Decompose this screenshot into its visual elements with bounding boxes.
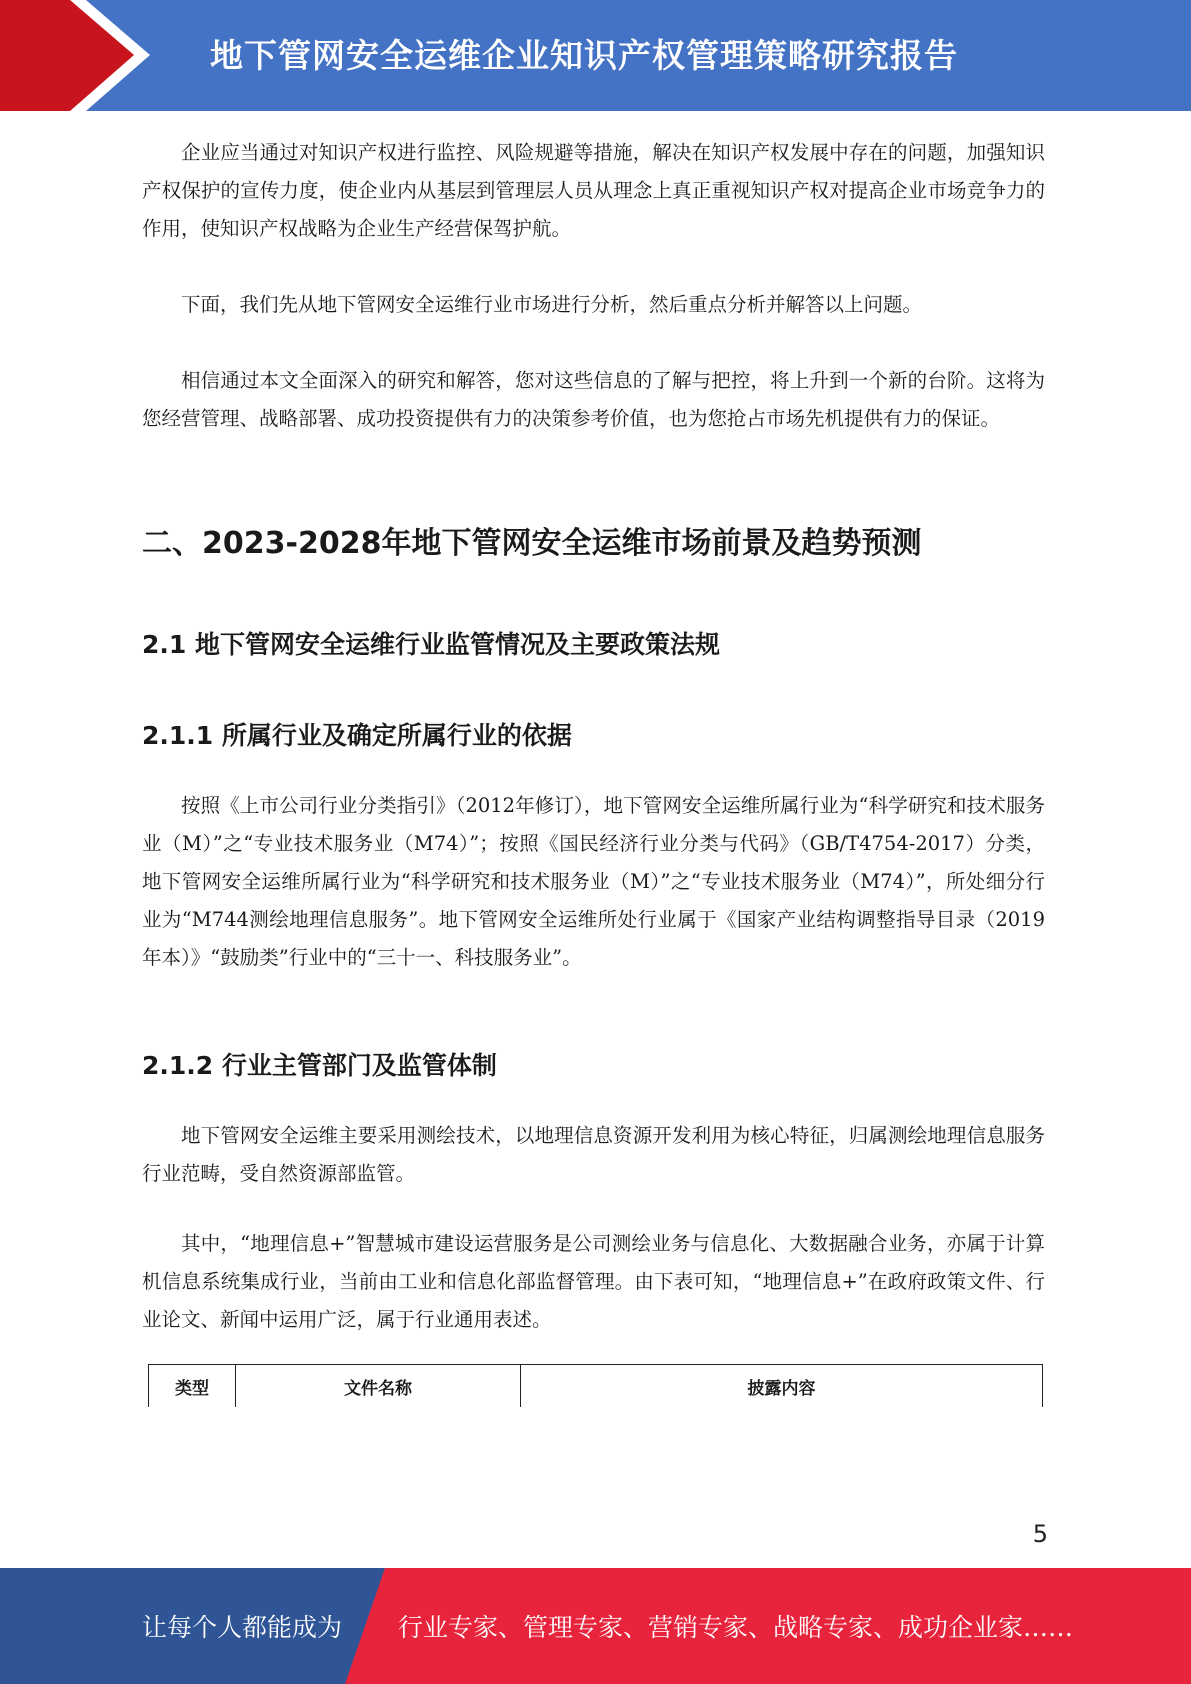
report-title: 地下管网安全运维企业知识产权管理策略研究报告 [210, 36, 958, 75]
table-header-type: 类型 [149, 1365, 236, 1408]
page-footer [0, 1568, 1191, 1684]
paragraph-regulation-2: 其中，“地理信息+”智慧城市建设运营服务是公司测绘业务与信息化、大数据融合业务，亦属于计算机信息系统集成行业，当前由工业和信息化部监督管理。由下表可知，“地理信息+”在政府政策文件、行业论文、新闻中运用广泛，属于行业通用表述。 [142, 1232, 1045, 1331]
page-number: 5 [1032, 1520, 1048, 1548]
footer-slogan-right: 行业专家、管理专家、营销专家、战略专家、成功企业家…… [398, 1613, 1074, 1642]
paragraph-industry-classification: 按照《上市公司行业分类指引》（2012年修订），地下管网安全运维所属行业为“科学研究和技术服务业（M）”之“专业技术服务业（M74）”；按照《国民经济行业分类与代码》（GB/T4754-2017）分类，地下管网安全运维所属行业为“科学研究和技术服务业（M）”之“专业技术服务业（M74）”，所处细分行业为“M744测绘地理信息服务”。地下管网安全运维所处行业属于《国家产业结构调整指导目录（2019年本）》“鼓励类”行业中的“三十一、科技服务业”。 [142, 794, 1045, 969]
table-header-row [149, 1365, 1043, 1408]
subsubsection-title-1: 2.1.1 所属行业及确定所属行业的依据 [142, 721, 572, 750]
table-header-disclosure: 披露内容 [521, 1365, 1043, 1408]
subsubsection-title-2: 2.1.2 行业主管部门及监管体制 [142, 1051, 497, 1080]
paragraph-intro-1: 企业应当通过对知识产权进行监控、风险规避等措施，解决在知识产权发展中存在的问题，加强知识产权保护的宣传力度，使企业内从基层到管理层人员从理念上真正重视知识产权对提高企业市场竞争力的作用，使知识产权战略为企业生产经营保驾护航。 [142, 141, 1045, 240]
paragraph-intro-3: 相信通过本文全面深入的研究和解答，您对这些信息的了解与把控，将上升到一个新的台阶。这将为您经营管理、战略部署、成功投资提供有力的决策参考价值，也为您抢占市场先机提供有力的保证。 [142, 369, 1045, 430]
paragraph-regulation-1: 地下管网安全运维主要采用测绘技术，以地理信息资源开发利用为核心特征，归属测绘地理信息服务行业范畴，受自然资源部监管。 [142, 1124, 1045, 1185]
table-header-document-name: 文件名称 [236, 1365, 521, 1408]
subsection-title: 2.1 地下管网安全运维行业监管情况及主要政策法规 [142, 630, 720, 659]
section-title: 二、2023-2028年地下管网安全运维市场前景及趋势预测 [142, 526, 922, 561]
paragraph-intro-2: 下面，我们先从地下管网安全运维行业市场进行分析，然后重点分析并解答以上问题。 [181, 293, 923, 316]
page-header [0, 0, 1191, 111]
footer-slogan-left: 让每个人都能成为 [142, 1613, 343, 1642]
policy-table [148, 1364, 1043, 1407]
